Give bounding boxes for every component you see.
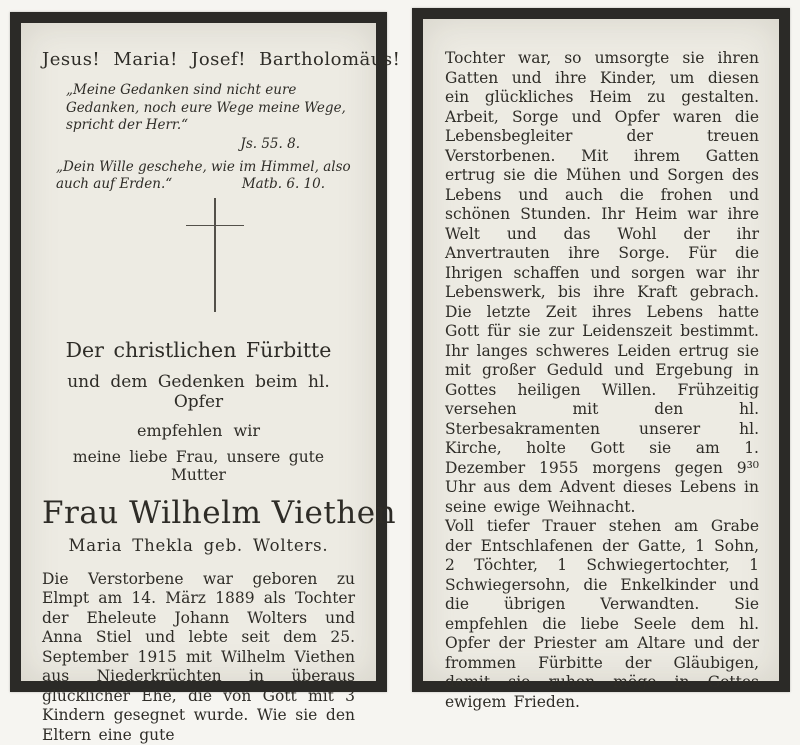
scripture-quote-1-source: Js. 55. 8. (42, 136, 355, 152)
scripture-quote-1-text: „Meine Gedanken sind nicht eure Gedanken, noch eure Wege meine Wege, spricht der Herr.“ (66, 82, 346, 133)
deceased-name: Frau Wilhelm Viethen (42, 495, 355, 531)
scripture-quote-2 (42, 159, 355, 194)
cross-horizontal-bar (186, 225, 244, 227)
dedication-line-3: empfehlen wir (42, 421, 355, 440)
cross-icon (42, 196, 355, 316)
biography-paragraph: Die Verstorbene war geboren zu Elmpt am 14. März 1889 als Tochter der Eheleute Johann Wolters und Anna Stiel und lebte seit dem 25. September 1915 mit Wilhelm Viethen aus Niederkrüchten in überaus glücklicher Ehe, die von Gott mit 3 Kindern gesegnet wurde. Wie sie den Eltern eine gute (42, 570, 355, 745)
scripture-quote-2-text: „Dein Wille geschehe, wie im Himmel, also auch auf Erden.“ (56, 159, 351, 193)
memorial-card-right-page (412, 8, 790, 692)
dedication-line-1: Der christlichen Fürbitte (42, 338, 355, 362)
obituary-paragraph-1: Tochter war, so umsorgte sie ihren Gatten und ihre Kinder, um diesen ein glückliches Heim zu gestalten. Arbeit, Sorge und Opfer waren die Lebensbegleiter der treuen Verstorbenen. Mit ihrem Gatten ertrug sie die Mühen und Sorgen des Lebens und auch die frohen und schönen Stunden. Ihr Heim war ihre Welt und das Wohl der ihr Anvertrauten ihre Sorge. Für die Ihrigen schaffen und sorgen war ihr Lebenswerk, bis ihre Kraft gebrach. Die letzte Zeit ihres Lebens hatte Gott für sie zur Leidenszeit bestimmt. Ihr langes schweres Leiden ertrug sie mit großer Geduld und Ergebung in Gottes heiligen Willen. Frühzeitig versehen mit den hl. Sterbesakramenten unserer hl. Kirche, holte Gott sie am 1. Dezember 1955 morgens gegen 9³⁰ Uhr aus dem Advent dieses Lebens in seine ewige Weihnacht. (445, 49, 759, 517)
scripture-quote-1 (42, 82, 355, 135)
dedication-line-2: und dem Gedenken beim hl. Opfer (42, 372, 355, 412)
invocation-line: Jesus! Maria! Josef! Bartholomäus! (42, 49, 355, 70)
obituary-paragraph-2: Voll tiefer Trauer stehen am Grabe der Entschlafenen der Gatte, 1 Sohn, 2 Töchter, 1 Schwiegertochter, 1 Schwiegersohn, die Enkelkinder und die übrigen Verwandten. Sie empfehlen die liebe Seele dem hl. Opfer der Priester am Altare und der frommen Fürbitte der Gläubigen, damit sie ruhen möge in Gottes ewigem Frieden. (445, 517, 759, 712)
dedication-line-4: meine liebe Frau, unsere gute Mutter (42, 448, 355, 484)
memorial-card-left-page (10, 12, 387, 692)
deceased-maiden-name: Maria Thekla geb. Wolters. (42, 536, 355, 555)
cross-vertical-bar (214, 198, 216, 312)
scripture-quote-2-source: Matb. 6. 10. (242, 176, 325, 194)
